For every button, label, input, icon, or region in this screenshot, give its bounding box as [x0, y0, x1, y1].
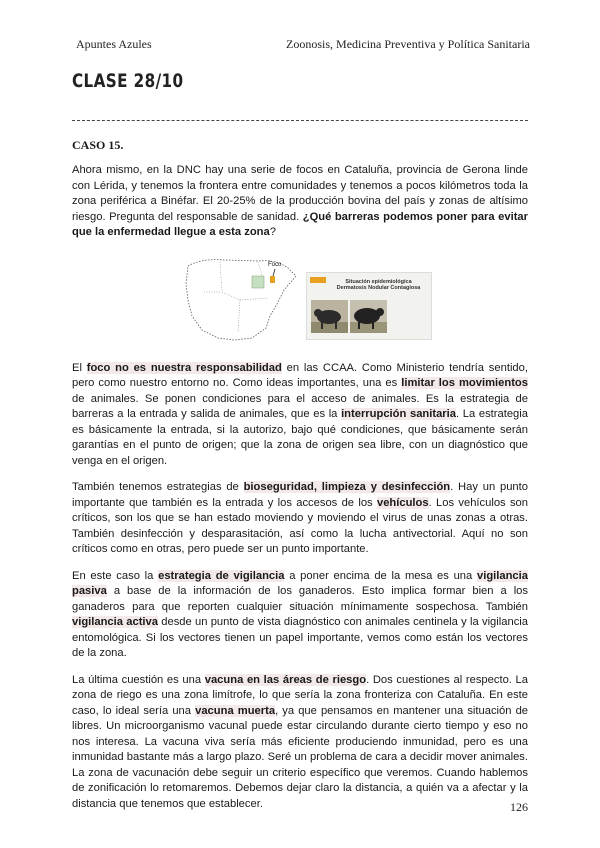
p3-text-3: . Los vehículos son críticos, son los que se han estado moviendo y moviendo el virus de unas zonas a otras. También desinfección y desparasitación, así como la lucha antivectorial. Aquí no son críticos como en otras, pero puede ser un punto importante.: [72, 496, 528, 555]
p5-bold-1: vacuna en las áreas de riesgo: [204, 673, 367, 686]
p2-bold-2: limitar los movimientos: [401, 377, 528, 389]
page-number: 126: [510, 800, 528, 814]
p3-bold-1: bioseguridad, limpieza y desinfección: [243, 481, 451, 493]
cattle-photo: [311, 300, 348, 333]
focus-label: Foco: [268, 261, 282, 268]
paragraph-5: [72, 673, 528, 813]
inset-title-line-1: Situación epidemiológica: [345, 278, 412, 285]
paragraph-1: [72, 163, 528, 241]
p3-bold-2: vehículos: [376, 496, 429, 509]
map-outline: [186, 259, 296, 339]
spain-map-icon: [180, 252, 315, 347]
paragraph-3: [72, 480, 528, 558]
p5-bold-2: vacuna muerta: [195, 704, 276, 717]
p4-text-4: desde un punto de vista diagnóstico con animales centinela y la vigilancia entomológica. Si los vectores tienen un papel importante, vemos como están los vectores de la zona.: [72, 616, 528, 659]
p1-end: ?: [269, 226, 276, 238]
situation-inset: [306, 272, 432, 340]
header-left: Apuntes Azules: [76, 37, 152, 51]
page-title: CLASE 28/10: [72, 70, 184, 92]
case-label: CASO 15.: [72, 138, 124, 152]
ministry-logo-icon: [310, 277, 326, 283]
p5-text-2: . Dos cuestiones al respecto. La zona de riego es una zona limítrofe, lo que sería la zona fronteriza con Cataluña. En este caso, lo ideal sería una: [72, 673, 529, 717]
p4-bold-2: vigilancia pasiva: [72, 569, 528, 597]
p2-text-1: El: [72, 361, 87, 374]
p3-text-2: . Hay un punto importante que también es la entrada y los accesos de los: [72, 481, 528, 509]
p4-bold-1: estrategia de vigilancia: [158, 569, 285, 582]
paragraph-4: [72, 569, 528, 662]
p5-text-1: La última cuestión es una: [72, 673, 205, 686]
p5-text-3: , ya que pensamos en mantener una situación de libres. Un microorganismo vacunal puede estar circulando durante cierto tiempo y eso no nos interesa. La vacuna viva sería más eficiente produciendo inmunidad, pero es una inmunidad bastante más a largo plazo. Seré un problema de cara a decidir mover animales. La zona de vacunación debe seguir un criterio específico que veremos. Cuando hablemos de zonificación lo retomaremos. Debemos dejar claro la distancia, a quién va a afectar y la distancia que tenemos que establecer.: [72, 704, 529, 810]
cattle-photo: [350, 300, 387, 333]
inset-title: [329, 279, 428, 292]
header-right: Zoonosis, Medicina Preventiva y Política Sanitaria: [286, 37, 530, 51]
paragraph-2: [72, 361, 528, 470]
focus-arrow: [273, 269, 275, 276]
p4-text-1: En este caso la: [72, 569, 159, 582]
p2-bold-1: foco no es nuestra responsabilidad: [86, 361, 282, 374]
p2-text-4: . La estrategia es básicamente la entrada, si la autorizo, bajo qué condiciones, que básicamente serán garantías en el punto de origen; que la zona de origen sea libre, con un diagnóstico que venga en el origen.: [72, 408, 528, 467]
p2-text-2: en las CCAA. Como Ministerio tendría sentido, pero como nuestro entorno no. Como ideas importantes, una es: [72, 361, 528, 389]
risk-zone-marker: [252, 276, 264, 288]
p1-text: Ahora mismo, en la DNC hay una serie de focos en Cataluña, provincia de Gerona linde con Lérida, y tenemos la frontera entre comunidades y tenemos a pocos kilómetros toda la zona periférica a Binéfar. El 20-25% de la producción bovina del país y zonas de altísimo riesgo. Pregunta del responsable de sanidad.: [72, 164, 528, 223]
p4-bold-3: vigilancia activa: [72, 616, 158, 628]
main-content: [72, 138, 528, 823]
epidemiology-figure: [180, 252, 430, 347]
p3-text-1: También tenemos estrategias de: [72, 481, 244, 493]
p2-bold-3: interrupción sanitaria: [341, 408, 456, 420]
p4-text-2: a poner encima de la mesa es una: [284, 569, 477, 582]
p2-text-3: de animales. Se ponen condiciones para el acceso de animales. Es la estrategia de barreras a la entrada y salida de animales, que es la: [72, 392, 528, 420]
focus-marker: [270, 276, 275, 283]
p1-question: ¿Qué barreras podemos poner para evitar que la enfermedad llegue a esta zona: [72, 210, 528, 238]
map-regions: [204, 262, 268, 332]
inset-title-line-2: Dermatosis Nodular Contagiosa: [336, 285, 421, 291]
title-divider: [72, 120, 528, 121]
p4-text-3: a base de la información de los ganaderos. Esto implica formar bien a los ganaderos para que reporten cualquier situación mínimamente sospechosa. También: [72, 585, 528, 613]
